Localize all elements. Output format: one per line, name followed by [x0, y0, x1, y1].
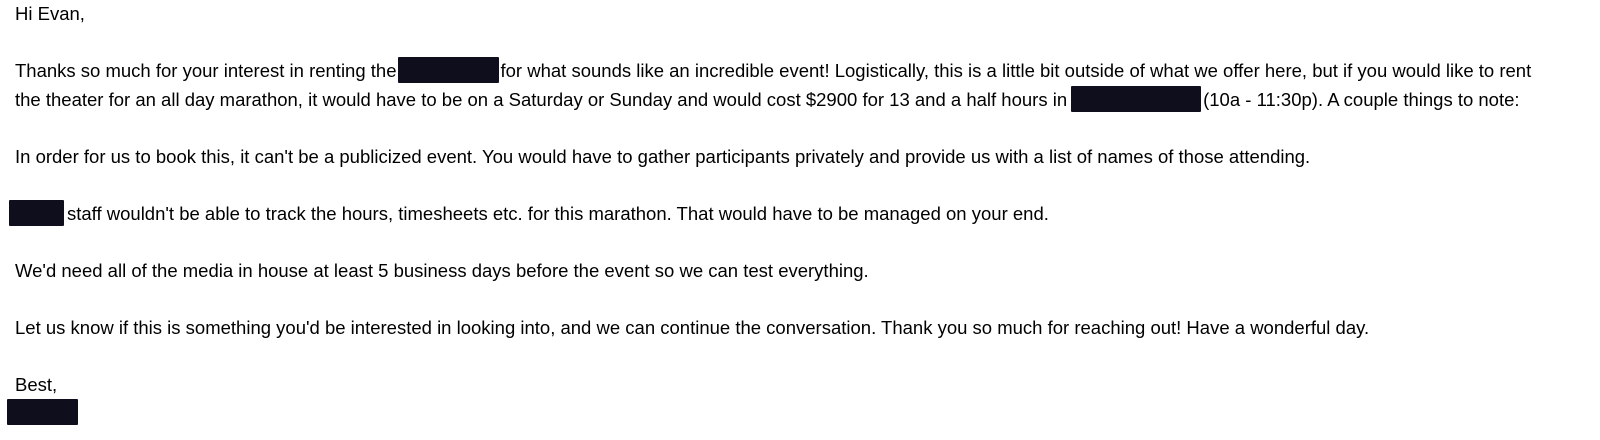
text-span: the theater for an all day marathon, it would have to be on a Saturday or Sunday and would cost $2900 for 13 and a half hours in: [15, 88, 1068, 110]
paragraph-media-note: We'd need all of the media in house at least 5 business days before the event so we can test everything.: [15, 259, 869, 281]
paragraph-gap: [15, 342, 1590, 371]
paragraph-gap: [15, 171, 1590, 200]
paragraph-line: [15, 86, 1590, 115]
paragraph-gap: [15, 228, 1590, 257]
paragraph-publicity-note: In order for us to book this, it can't be a publicized event. You would have to gather participants privately and provide us with a list of names of those attending.: [15, 145, 1311, 167]
paragraph-gap: [15, 285, 1590, 314]
paragraph-rental-terms: [15, 57, 1590, 114]
paragraph-staff-note: [15, 200, 1590, 229]
redacted-venue-name: [398, 57, 499, 83]
email-body: [15, 0, 1590, 428]
paragraph-gap: [15, 114, 1590, 143]
redacted-location-name: [1071, 86, 1201, 112]
signoff: Best,: [15, 373, 58, 395]
paragraph-gap: [15, 29, 1590, 58]
redacted-organization-name: [9, 200, 64, 226]
text-span: staff wouldn't be able to track the hours, timesheets etc. for this marathon. That would have to be managed on your end.: [67, 202, 1049, 224]
redacted-signature-name: [7, 399, 78, 425]
signature: [15, 399, 1590, 428]
text-span: for what sounds like an incredible event! Logistically, this is a little bit outside of what we offer here, but if you would like to rent: [500, 60, 1532, 81]
text-span: (10a - 11:30p). A couple things to note:: [1203, 88, 1520, 110]
paragraph-line: [15, 57, 1590, 86]
paragraph-closing: Let us know if this is something you'd be interested in looking into, and we can continue the conversation. Thank you so much for reaching out! Have a wonderful day.: [15, 316, 1370, 338]
text-span: Thanks so much for your interest in renting the: [15, 60, 397, 81]
greeting: Hi Evan,: [15, 3, 85, 24]
